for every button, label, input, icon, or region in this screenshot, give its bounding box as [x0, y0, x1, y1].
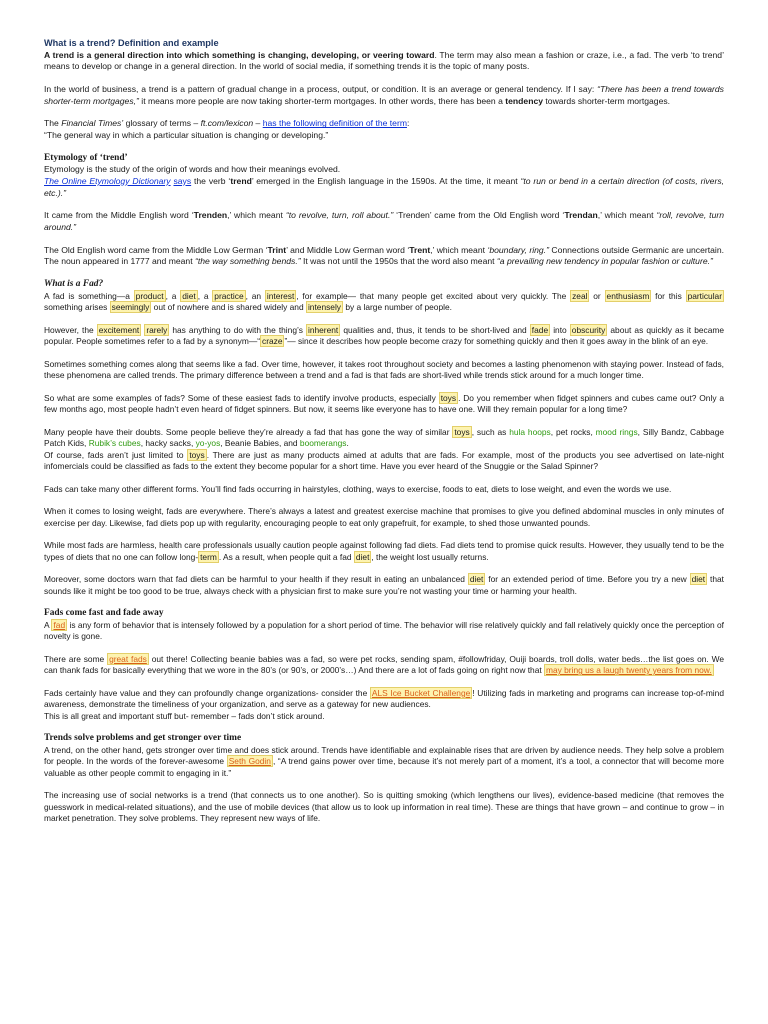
- highlighted-term: diet: [469, 574, 484, 585]
- text-run: Fads can take many other different forms. You’ll find fads occurring in hairstyles, clothing, ways to exercise, foods to eat, diets to lose weight, and even the words we use.: [44, 483, 672, 494]
- text-run: . As a result, when people quit a fad: [218, 551, 354, 562]
- paragraph: [44, 359, 724, 382]
- hyperlink[interactable]: The Online Etymology Dictionary: [44, 175, 171, 186]
- paragraph-gap: [44, 473, 724, 484]
- text-run: “roll, revolve, turn around.”: [44, 210, 724, 233]
- text-run: What is a Fad?: [44, 279, 104, 290]
- highlighted-term: enthusiasm: [606, 290, 650, 301]
- section-heading: [44, 38, 724, 50]
- paragraph: [44, 245, 724, 268]
- text-run: has anything to do with the thing’s: [169, 324, 306, 335]
- text-run: or: [589, 290, 605, 301]
- text-run: into: [550, 324, 570, 335]
- paragraph: [44, 574, 724, 597]
- text-run: “The general way in which a particular situation is changing or developing.”: [44, 130, 329, 141]
- highlighted-term: toys: [440, 392, 457, 403]
- paragraph: [44, 325, 724, 348]
- text-run: This is all great and important stuff but- remember – fads don’t stick around.: [44, 710, 325, 721]
- text-run: “to revolve, turn, roll about.”: [285, 210, 394, 221]
- text-run: , a: [197, 290, 213, 301]
- paragraph-gap: [44, 142, 724, 153]
- paragraph: [44, 130, 724, 142]
- text-run: , the weight lost usually returns.: [371, 551, 489, 562]
- highlighted-term: obscurity: [571, 324, 606, 335]
- text-run: ‘boundary, ring.”: [487, 244, 549, 255]
- highlighted-term: fade: [531, 324, 549, 335]
- text-run: , hacky sacks,: [140, 438, 196, 449]
- text-run: , for example— that many people get excited about very quickly. The: [296, 290, 571, 301]
- paragraph-gap: [44, 234, 724, 245]
- text-run: , pet rocks,: [550, 426, 596, 437]
- hyperlink[interactable]: may bring us a laugh twenty years from now.: [546, 665, 712, 676]
- paragraph: [44, 210, 724, 233]
- paragraph: [44, 176, 724, 199]
- text-run: , a: [165, 290, 181, 301]
- text-run: Moreover, some doctors warn that fad diets can be harmful to your health if they result in eating an unbalanced: [44, 574, 468, 585]
- text-run: In the world of business, a trend is a pattern of gradual change in a process, output, or condition. It is an average or general tendency. If I say:: [44, 83, 598, 94]
- text-run: ’ emerged in the English language in the 1590s. At the time, it meant: [251, 175, 521, 186]
- text-run: by a large number of people.: [343, 302, 452, 313]
- example-term: mood rings: [595, 426, 638, 437]
- paragraph: [44, 540, 724, 563]
- paragraph: [44, 711, 724, 723]
- text-run: , Silly Bandz, Cabbage Patch Kids,: [44, 426, 725, 449]
- hyperlink[interactable]: great fads: [109, 653, 147, 664]
- text-run: . Do you remember when fidget spinners and cubes came out? Only a few months ago, most people hadn’t even heard of fidget spinners. But now, it seems like everyone has to have one. Will they remain popular for a long time?: [44, 392, 725, 415]
- text-run: about as quickly as it became popular. People sometimes refer to a fad by a synonym—“: [44, 324, 724, 347]
- text-run: “There has been a trend towards shorter-term mortgages,”: [44, 83, 724, 106]
- paragraph-gap: [44, 314, 724, 325]
- text-run: Fads certainly have value and they can profoundly change organizations- consider the: [44, 687, 370, 698]
- paragraph-gap: [44, 107, 724, 118]
- text-run: While most fads are harmless, health care professionals usually caution people against following fad diets. Fad diets tend to promise quick results. However, they usually tend to be the types of diets that no one can follow long-: [44, 540, 724, 562]
- paragraph-gap: [44, 495, 724, 506]
- paragraph: [44, 118, 724, 130]
- paragraph-gap: [44, 643, 724, 654]
- highlighted-term: excitement: [98, 324, 140, 335]
- section-heading: [44, 608, 724, 620]
- text-run: . There are just as many products aimed at adults that are fads. For example, most of the products you see advertised on late-night infomercials could be classified as fads to the extent they become popular for a short time. Have you ever heard of the Snuggie or the Salad Spinner?: [44, 449, 724, 472]
- text-run: , Beanie Babies, and: [220, 438, 300, 449]
- example-term: Rubik’s cubes: [88, 438, 141, 449]
- example-term: hula hoops: [509, 426, 551, 437]
- paragraph: [44, 50, 724, 73]
- paragraph-gap: [44, 563, 724, 574]
- text-run: ft.com/lexicon: [200, 118, 254, 129]
- text-run: something arises: [44, 302, 110, 313]
- text-run: Trent: [409, 244, 431, 255]
- paragraph-gap: [44, 416, 724, 427]
- text-run: Sometimes something comes along that seems like a fad. Over time, however, it takes root throughout society and becomes a lasting phenomenon with staying power. Instead of fads, these phenomena are called trends. The primary difference between a trend and a fad is that fads are short-lived while trends stick around for a much longer time.: [44, 358, 724, 381]
- text-run: Trends solve problems and get stronger over time: [44, 733, 242, 744]
- text-run: “to run or bend in a certain direction (of costs, rivers, etc.).”: [44, 175, 725, 198]
- text-run: Trenden: [193, 210, 228, 221]
- paragraph: [44, 484, 724, 496]
- text-run: tendency: [505, 95, 544, 106]
- paragraph: [44, 688, 724, 711]
- text-run: qualities and, thus, it tends to be short-lived and: [340, 324, 530, 335]
- text-run: Financial Times’: [61, 118, 124, 129]
- paragraph-gap: [44, 529, 724, 540]
- hyperlink[interactable]: ALS Ice Bucket Challenge: [371, 687, 471, 698]
- highlighted-term: toys: [189, 449, 205, 460]
- text-run: A trend is a general direction into which something is changing, developing, or veering toward: [44, 49, 435, 60]
- example-term: boomerangs: [299, 438, 347, 449]
- paragraph-gap: [44, 268, 724, 279]
- highlighted-term: toys: [454, 426, 470, 437]
- highlighted-term: term: [200, 551, 217, 562]
- text-run: glossary of terms –: [123, 118, 201, 129]
- paragraph: [44, 393, 724, 416]
- text-run: . The term may also mean a fashion or craze, i.e., a fad. The verb ‘to trend’ means to develop or change in a general direction. In the world of social media, if something trends it is the topic of many posts.: [44, 49, 724, 72]
- text-run: There are some: [44, 653, 108, 664]
- paragraph: [44, 427, 724, 450]
- highlighted-term: particular: [687, 290, 723, 301]
- section-heading: [44, 279, 724, 291]
- text-run: “a prevailing new tendency in popular fashion or culture.”: [496, 256, 713, 267]
- paragraph: [44, 291, 724, 314]
- text-run: It was not until the 1950s that the word also meant: [300, 256, 497, 267]
- highlighted-term: diet: [182, 290, 196, 301]
- hyperlink[interactable]: Seth Godin: [228, 756, 271, 767]
- paragraph: [44, 164, 724, 176]
- text-run: it means more people are now taking shorter-term mortgages. In other words, there has been a: [138, 95, 506, 106]
- hyperlink[interactable]: fad: [53, 619, 66, 630]
- text-run: out of nowhere and is shared widely and: [151, 302, 306, 313]
- paragraph: [44, 620, 724, 643]
- text-run: So what are some examples of fads? Some of these easiest fads to identify involve products, especially: [44, 392, 439, 403]
- text-run: ,’ which meant: [227, 210, 286, 221]
- text-run: Trendan: [564, 210, 598, 221]
- paragraph: [44, 654, 724, 677]
- text-run: ”— since it describes how people become crazy for something quickly and then it goes away in the blink of an eye.: [284, 336, 709, 347]
- highlighted-term: intensely: [307, 302, 341, 313]
- highlighted-term: seemingly: [111, 302, 150, 313]
- highlighted-term: practice: [214, 290, 244, 301]
- document-page: [44, 38, 724, 825]
- text-run: Many people have their doubts. Some people believe they’re already a fad that has gone the way of similar: [44, 426, 453, 437]
- text-run: the verb ‘: [191, 175, 231, 186]
- paragraph: [44, 790, 724, 825]
- text-run: is any form of behavior that is intensely followed by a population for a short period of time. The behavior will rise relatively quickly and fall relatively quickly once the perception of novelty is gone.: [44, 619, 724, 642]
- text-run: :: [406, 118, 410, 129]
- highlighted-term: zeal: [572, 290, 588, 301]
- highlighted-term: diet: [691, 574, 706, 585]
- highlighted-term: product: [135, 290, 164, 301]
- paragraph: [44, 506, 724, 529]
- text-run: A fad is something—a: [44, 290, 134, 301]
- text-run: “the way something bends.”: [195, 256, 301, 267]
- text-run: It came from the Middle English word ‘: [44, 210, 194, 221]
- highlighted-term: inherent: [307, 324, 339, 335]
- example-term: yo-yos: [195, 438, 221, 449]
- paragraph-gap: [44, 677, 724, 688]
- text-run: When it comes to losing weight, fads are everywhere. There’s always a latest and greatest exercise machine that promises to give you defined abdominal muscles in only minutes of exercise per day. Likewise, fad diets pop up with regularity, encouraging people to eat only grapefruit, for example, to shed those unwanted pounds.: [44, 506, 724, 528]
- paragraph-gap: [44, 348, 724, 359]
- text-run: The: [44, 118, 62, 129]
- text-run: ! Utilizing fads in marketing and programs can increase top-of-mind awareness, demonstrate the timeliness of your organization, and serve as a gateway for new audiences.: [44, 687, 724, 710]
- paragraph-gap: [44, 597, 724, 608]
- text-run: ,’ which meant: [430, 244, 488, 255]
- paragraph-gap: [44, 199, 724, 210]
- paragraph-gap: [44, 722, 724, 733]
- text-run: A trend, on the other hand, gets stronger over time and does stick around. Trends have identifiable and explainable rises that are driven by audience needs. They help solve a problem for people. In the words of the forever-awesome: [44, 744, 724, 767]
- paragraph-gap: [44, 779, 724, 790]
- hyperlink[interactable]: says: [173, 175, 192, 186]
- text-run: Connections outside Germanic are uncertain. The noun appeared in 1777 and meant: [44, 244, 724, 267]
- text-run: The Old English word came from the Middle Low German ‘: [44, 244, 268, 255]
- text-run: towards shorter-term mortgages.: [543, 95, 671, 106]
- text-run: ’ and Middle Low German word ‘: [286, 244, 410, 255]
- paragraph-gap: [44, 382, 724, 393]
- text-run: ‘Trenden’ came from the Old English word ‘: [393, 210, 565, 221]
- highlighted-term: craze: [262, 336, 283, 347]
- text-run: , such as: [471, 426, 510, 437]
- text-run: for this: [651, 290, 686, 301]
- paragraph: [44, 450, 724, 473]
- section-heading: [44, 153, 724, 165]
- text-run: ,’ which meant: [597, 210, 657, 221]
- text-run: Trint: [267, 244, 287, 255]
- text-run: However, the: [44, 324, 97, 335]
- highlighted-term: interest: [266, 290, 295, 301]
- hyperlink[interactable]: has the following definition of the term: [262, 118, 407, 129]
- paragraph: [44, 745, 724, 780]
- text-run: .: [346, 438, 349, 449]
- text-run: out there! Collecting beanie babies was a fad, so were pet rocks, sending spam, #followfriday, Ouiji boards, troll dolls, water beds…the list goes on. We can thank fads for basically everything that we wore in the 80’s (or 90’s, or 2000’s…) And there are a lot of fads going on right now that: [44, 653, 724, 676]
- text-run: –: [253, 118, 263, 129]
- highlighted-term: diet: [355, 551, 370, 562]
- section-heading: [44, 733, 724, 745]
- text-run: that sounds like it might be too good to be true, always check with a physician first to make sure you’re not wasting your time or harming your health.: [44, 574, 725, 596]
- text-run: for an extended period of time. Before you try a new: [485, 574, 690, 585]
- text-run: A: [44, 619, 52, 630]
- text-run: , “A trend gains power over time, because it’s not merely part of a moment, it’s a tool, a connector that will become more valuable as other people commit to engaging in it.”: [44, 756, 725, 778]
- text-run: , an: [245, 290, 265, 301]
- paragraph: [44, 84, 724, 107]
- text-run: Of course, fads aren’t just limited to: [44, 449, 188, 460]
- text-run: What is a trend? Definition and example: [44, 38, 219, 48]
- text-run: Etymology of ‘trend’: [44, 152, 128, 163]
- text-run: trend: [230, 175, 252, 186]
- paragraph-gap: [44, 73, 724, 84]
- text-run: Fads come fast and fade away: [44, 608, 164, 619]
- highlighted-term: rarely: [146, 324, 168, 335]
- text-run: The increasing use of social networks is a trend (that connects us to one another). So is quitting smoking (which lengthens our lives), evidence-based medicine (that removes the guesswork in medical-related situations), and the use of mobile devices (that allow us to look up information in real time). These are things that have grown – and continue to grow – in market penetration. They solve problems. They represent new ways of life.: [44, 790, 724, 824]
- text-run: Etymology is the study of the origin of words and how their meanings evolved.: [44, 164, 341, 175]
